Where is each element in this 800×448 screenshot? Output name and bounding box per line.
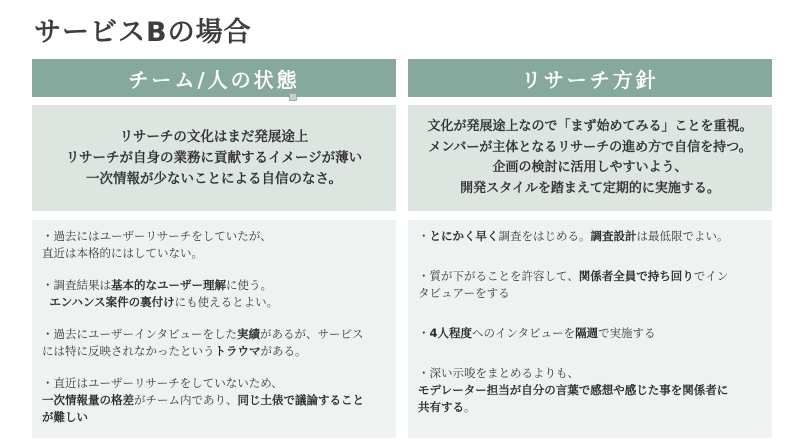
- research-policy-column: [408, 59, 772, 448]
- summary-line: メンバーが主体となるリサーチの進め方で自信を持つ。: [428, 139, 752, 155]
- team-state-summary: [32, 105, 396, 211]
- detail-item: ・直近はユーザーリサーチをしていないため、 一次情報量の格差がチーム内であり、同じ土俵で議論すること が難しい: [42, 376, 364, 424]
- summary-line: リサーチの文化はまだ発展途上: [119, 128, 309, 145]
- detail-item: ・過去にユーザーインタビューをした実績があるが、サービス には特に反映されなかったというトラウマがある。: [42, 327, 364, 358]
- detail-item: ・質が下がることを許容して、関係者全員で持ち回りでイン タビュアーをする: [418, 269, 729, 300]
- research-policy-header: リサーチ方針: [408, 59, 772, 97]
- summary-line: リサーチが自身の業務に貢献するイメージが薄い: [65, 149, 363, 166]
- team-state-header: チーム/人の状態: [32, 59, 396, 97]
- summary-line: 企画の検討に活用しやすいよう、: [492, 160, 688, 175]
- detail-item: ・深い示唆をまとめるよりも、 モデレーター担当が自分の言葉で感想や感じた事を関係者に 共有する。: [418, 366, 729, 414]
- slide-title: サービスBの場合: [34, 17, 252, 48]
- detail-item: ・とにかく早く調査をはじめる。調査設計は最低限でよい。: [418, 229, 729, 243]
- detail-item: ・過去にはユーザーリサーチをしていたが、 直近は本格的にはしていない。: [42, 229, 272, 260]
- team-state-details: [32, 220, 396, 438]
- summary-line: 一次情報が少ないことによる自信のなさ。: [86, 170, 342, 187]
- research-policy-details: [408, 220, 772, 438]
- mouse-cursor-icon: [289, 93, 297, 101]
- detail-item: ・調査結果は基本的なユーザー理解に使う。 エンハンス案件の裏付けにも使えるとよい。: [42, 278, 279, 309]
- summary-line: 文化が発展途上なので「まず始めてみる」ことを重視。: [427, 119, 753, 134]
- detail-item: ・4人程度へのインタビューを隔週で実施する: [418, 326, 656, 340]
- summary-line: 開発スタイルを踏まえて定期的に実施する。: [460, 180, 720, 196]
- team-state-column: [32, 59, 396, 448]
- research-policy-summary: [408, 105, 772, 211]
